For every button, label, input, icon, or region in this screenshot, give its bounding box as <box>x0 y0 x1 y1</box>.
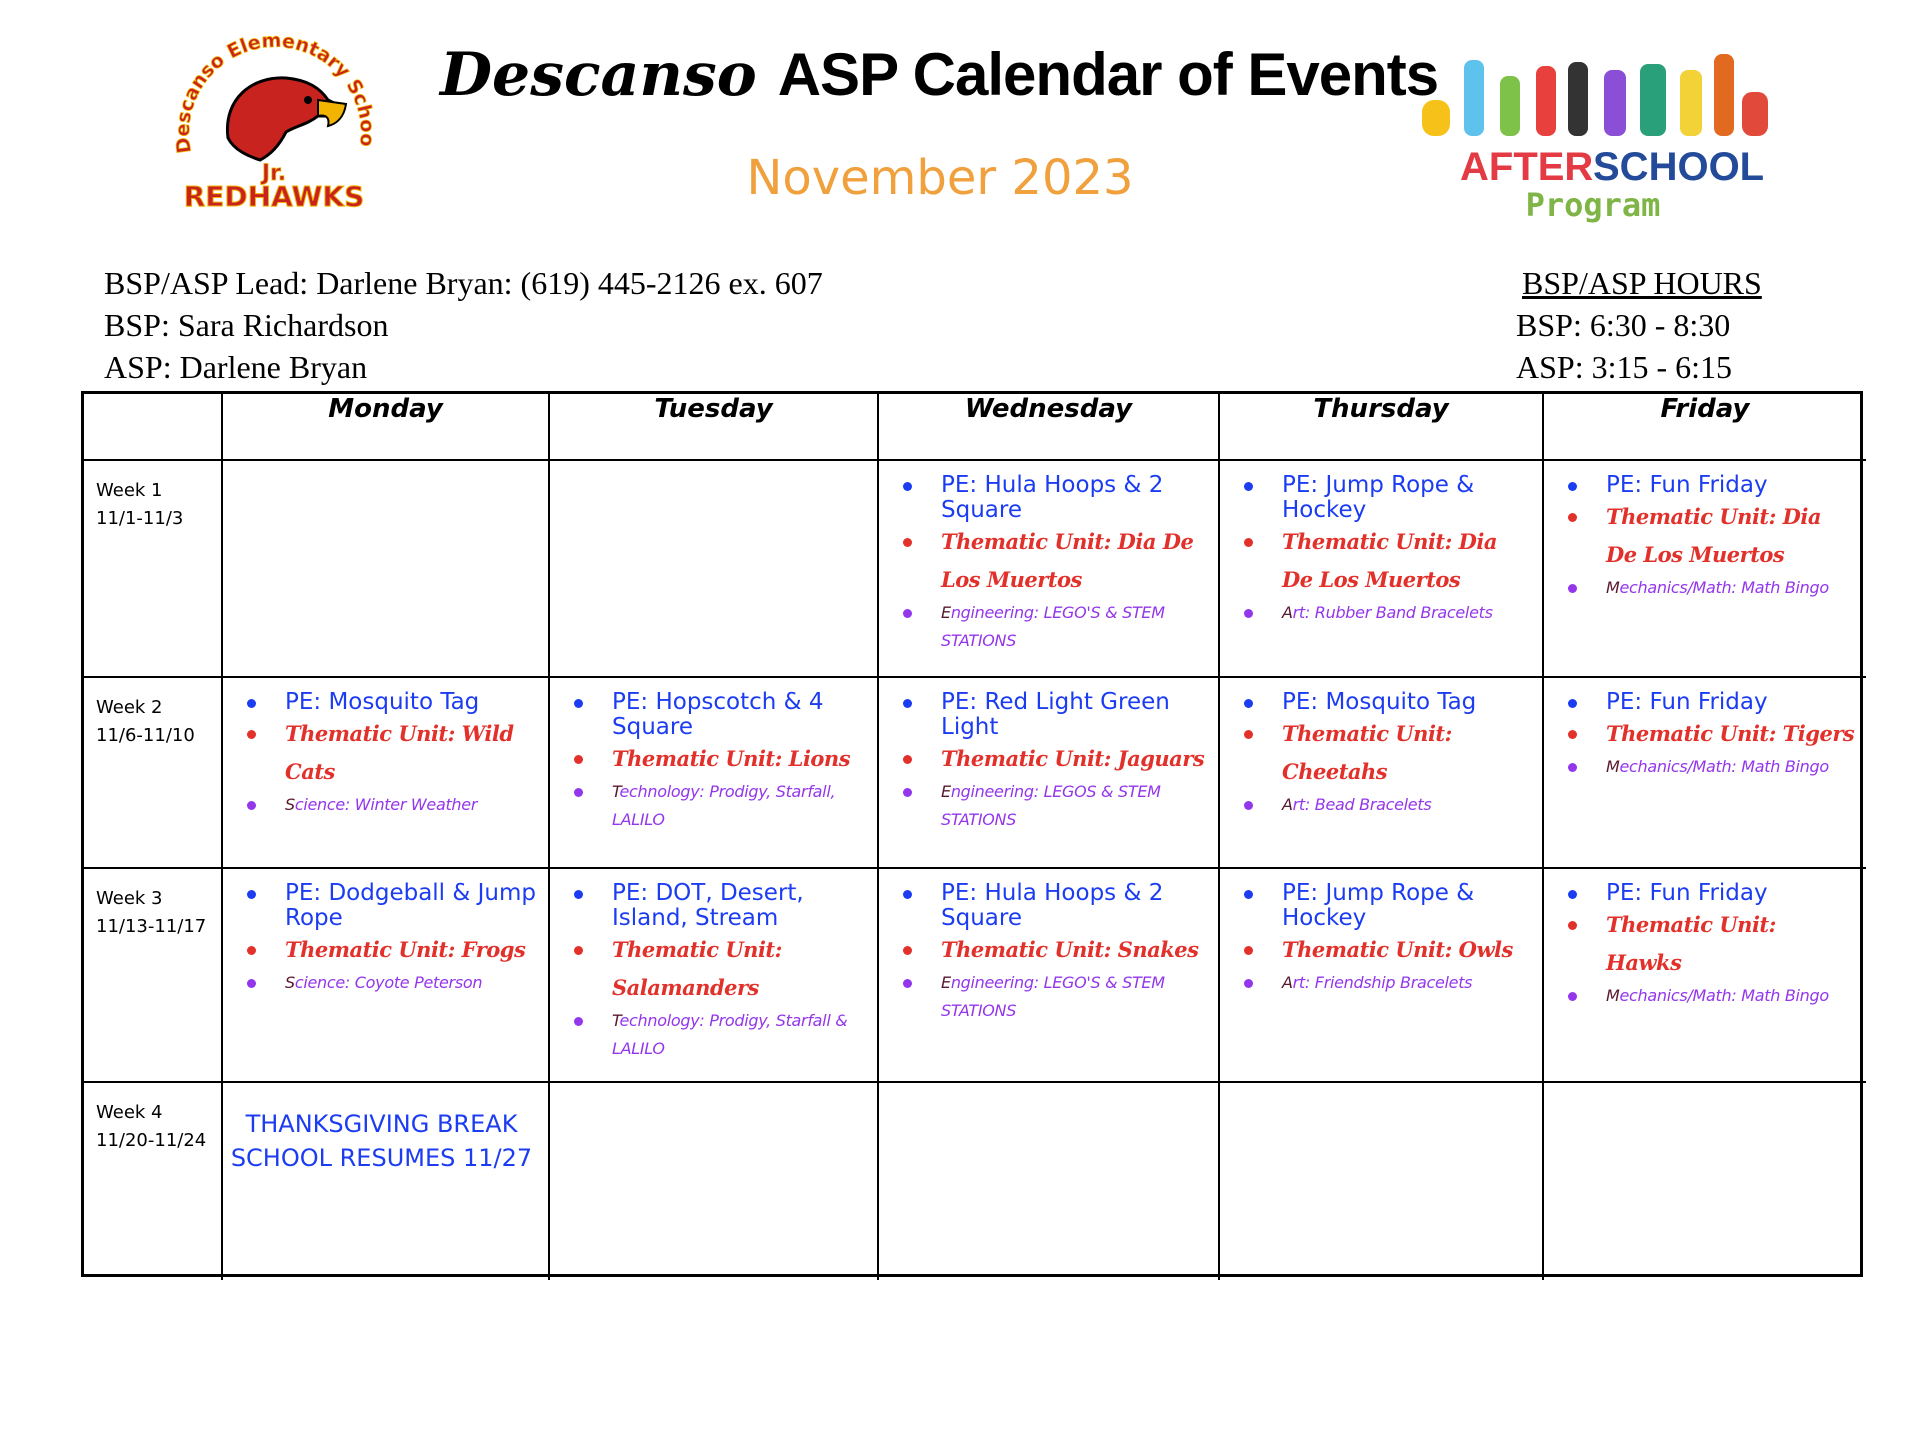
bullet-icon <box>247 699 256 708</box>
pe-activity <box>941 690 1210 740</box>
enrichment-first-letter: A <box>1282 973 1293 992</box>
day-cell-tuesday <box>549 1082 878 1280</box>
logo-team-text: REDHAWKS <box>183 180 365 213</box>
thematic-unit-text: Thematic Unit: Wild Cats <box>285 721 514 784</box>
bsp-hours: BSP: 6:30 - 8:30 <box>1516 307 1731 343</box>
thematic-unit-text: Thematic Unit: Snakes <box>941 937 1199 962</box>
pe-activity <box>1606 473 1858 498</box>
week-date-range: 11/13-11/17 <box>96 916 207 937</box>
bullet-icon <box>1244 699 1253 708</box>
day-cell-friday <box>1543 1082 1866 1280</box>
enrichment-first-letter: E <box>941 603 951 622</box>
pe-activity-text: PE: Hula Hoops & 2 Square <box>941 880 1164 931</box>
thematic-unit <box>941 931 1210 969</box>
pe-activity-text: PE: Fun Friday <box>1606 880 1768 906</box>
bullet-icon <box>1568 890 1577 899</box>
title-rest: ASP Calendar of Events <box>777 41 1439 108</box>
event-list <box>1220 690 1534 819</box>
enrichment-text: cience: Coyote Peterson <box>294 973 483 992</box>
day-cell-wednesday <box>878 1082 1219 1280</box>
enrichment-text: rt: Rubber Band Bracelets <box>1292 603 1493 622</box>
thematic-unit <box>612 740 869 778</box>
thematic-unit-text: Thematic Unit: Jaguars <box>941 746 1205 771</box>
bullet-icon <box>574 755 583 764</box>
thematic-unit-text: Thematic Unit: Lions <box>612 746 851 771</box>
asp-contact: ASP: Darlene Bryan <box>104 349 368 385</box>
bullet-icon <box>1244 482 1253 491</box>
week-date-range: 11/6-11/10 <box>96 725 195 746</box>
thematic-unit-text: Thematic Unit: Cheetahs <box>1282 721 1452 784</box>
thematic-unit <box>1606 498 1858 574</box>
enrichment-activity <box>1606 574 1858 602</box>
event-list <box>1544 690 1858 781</box>
event-list <box>879 881 1210 1025</box>
pe-activity <box>1282 881 1534 931</box>
bullet-icon <box>1568 513 1577 522</box>
enrichment-text: ngineering: LEGOS & STEM STATIONS <box>941 782 1161 829</box>
asp-hours: ASP: 3:15 - 6:15 <box>1516 349 1733 385</box>
event-list <box>1220 881 1534 997</box>
week-date-range: 11/20-11/24 <box>96 1130 207 1151</box>
enrichment-activity <box>285 969 540 997</box>
bullet-icon <box>574 1017 583 1026</box>
bullet-icon <box>1568 730 1577 739</box>
after-school-program-logo <box>1408 40 1778 225</box>
thematic-unit <box>612 931 869 1007</box>
day-cell-tuesday <box>549 868 878 1082</box>
week-label-cell <box>84 677 222 868</box>
day-cell-wednesday <box>878 460 1219 677</box>
lead-contact: BSP/ASP Lead: Darlene Bryan: (619) 445-2126 ex. 607 <box>104 265 823 301</box>
week-row <box>84 868 1866 1082</box>
pe-activity-text: PE: Hula Hoops & 2 Square <box>941 472 1164 523</box>
day-cell-monday <box>222 868 549 1082</box>
logo-program-text: Program <box>1525 186 1661 224</box>
week-date-range: 11/1-11/3 <box>96 508 184 529</box>
bullet-icon <box>574 946 583 955</box>
pe-activity <box>612 690 869 740</box>
hours-heading: BSP/ASP HOURS <box>1522 265 1762 301</box>
day-cell-wednesday <box>878 677 1219 868</box>
enrichment-first-letter: T <box>612 782 620 801</box>
pe-activity-text: PE: Red Light Green Light <box>941 689 1170 740</box>
enrichment-activity <box>1282 791 1534 819</box>
pe-activity-text: PE: Mosquito Tag <box>285 689 480 715</box>
week-row <box>84 460 1866 677</box>
corner-cell <box>84 394 222 460</box>
month-heading: November 2023 <box>746 150 1134 206</box>
pe-activity <box>1282 690 1534 715</box>
bullet-icon <box>903 946 912 955</box>
day-cell-tuesday <box>549 460 878 677</box>
pe-activity-text: PE: Fun Friday <box>1606 472 1768 498</box>
bullet-icon <box>247 946 256 955</box>
header-row <box>84 394 1866 460</box>
enrichment-first-letter: M <box>1606 757 1620 776</box>
bullet-icon <box>903 979 912 988</box>
enrichment-text: echanics/Math: Math Bingo <box>1619 986 1829 1005</box>
bullet-icon <box>247 801 256 810</box>
bullet-icon <box>903 699 912 708</box>
bullet-icon <box>1568 921 1577 930</box>
week-label-cell <box>84 1082 222 1280</box>
pe-activity <box>941 881 1210 931</box>
bullet-icon <box>1244 538 1253 547</box>
event-list <box>1544 881 1858 1010</box>
thematic-unit <box>285 931 540 969</box>
enrichment-activity <box>941 969 1210 1025</box>
event-list <box>223 690 540 819</box>
event-list <box>550 881 869 1063</box>
day-cell-friday <box>1543 460 1866 677</box>
enrichment-first-letter: M <box>1606 986 1620 1005</box>
logo-school-text: SCHOOL <box>1593 145 1765 189</box>
pe-activity <box>285 881 540 931</box>
day-header-tuesday: Tuesday <box>549 394 878 460</box>
bullet-icon <box>1244 979 1253 988</box>
bullet-icon <box>1568 763 1577 772</box>
thematic-unit <box>941 523 1210 599</box>
thematic-unit-text: Thematic Unit: Tigers <box>1606 721 1855 746</box>
day-cell-monday <box>222 460 549 677</box>
pe-activity-text: PE: Dodgeball & Jump Rope <box>285 880 536 931</box>
pe-activity-text: PE: DOT, Desert, Island, Stream <box>612 880 804 931</box>
thematic-unit-text: Thematic Unit: Frogs <box>285 937 526 962</box>
enrichment-first-letter: A <box>1282 603 1293 622</box>
day-header-monday: Monday <box>222 394 549 460</box>
day-cell-thursday <box>1219 1082 1543 1280</box>
thematic-unit <box>1282 931 1534 969</box>
bullet-icon <box>247 890 256 899</box>
week-row <box>84 1082 1866 1280</box>
bullet-icon <box>574 788 583 797</box>
enrichment-text: ngineering: LEGO'S & STEM STATIONS <box>941 973 1165 1020</box>
hours <box>1516 262 1762 388</box>
enrichment-activity <box>1606 982 1858 1010</box>
enrichment-first-letter: E <box>941 973 951 992</box>
contacts <box>104 262 823 388</box>
day-cell-friday <box>1543 868 1866 1082</box>
event-list <box>1220 473 1534 627</box>
pe-activity-text: PE: Jump Rope & Hockey <box>1282 880 1475 931</box>
day-cell-monday <box>222 1082 549 1280</box>
enrichment-text: ngineering: LEGO'S & STEM STATIONS <box>941 603 1165 650</box>
pe-activity-text: PE: Jump Rope & Hockey <box>1282 472 1475 523</box>
pe-activity <box>1606 690 1858 715</box>
bullet-icon <box>1568 482 1577 491</box>
event-list <box>550 690 869 834</box>
bullet-icon <box>1568 699 1577 708</box>
enrichment-first-letter: T <box>612 1011 620 1030</box>
day-header-friday: Friday <box>1543 394 1866 460</box>
thematic-unit <box>1606 715 1858 753</box>
day-cell-monday <box>222 677 549 868</box>
logo-after-text: AFTER <box>1460 145 1594 189</box>
break-notice-line1: THANKSGIVING BREAK <box>245 1110 518 1138</box>
pe-activity <box>612 881 869 931</box>
bullet-icon <box>903 538 912 547</box>
bullet-icon <box>1244 730 1253 739</box>
thematic-unit-text: Thematic Unit: Salamanders <box>612 937 782 1000</box>
day-cell-thursday <box>1219 868 1543 1082</box>
thematic-unit <box>1282 715 1534 791</box>
event-list <box>223 881 540 997</box>
bullet-icon <box>903 788 912 797</box>
bullet-icon <box>903 755 912 764</box>
day-cell-thursday <box>1219 677 1543 868</box>
thematic-unit-text: Thematic Unit: Dia De Los Muertos <box>1282 529 1497 592</box>
pe-activity <box>1282 473 1534 523</box>
enrichment-activity <box>941 599 1210 655</box>
week-label: Week 1 <box>96 480 163 501</box>
week-label: Week 4 <box>96 1102 163 1123</box>
title-script: Descanso <box>440 40 757 110</box>
thematic-unit-text: Thematic Unit: Owls <box>1282 937 1513 962</box>
pe-activity-text: PE: Fun Friday <box>1606 689 1768 715</box>
pe-activity <box>1606 881 1858 906</box>
bullet-icon <box>903 609 912 618</box>
enrichment-activity <box>285 791 540 819</box>
pe-activity-text: PE: Hopscotch & 4 Square <box>612 689 824 740</box>
thematic-unit <box>941 740 1210 778</box>
page-title <box>440 40 1439 110</box>
bullet-icon <box>903 482 912 491</box>
bullet-icon <box>903 890 912 899</box>
logo-arc-text: Descanso Elementary Schoo <box>171 29 379 155</box>
break-notice <box>223 1093 540 1175</box>
week-label-cell <box>84 868 222 1082</box>
bullet-icon <box>1244 890 1253 899</box>
pe-activity-text: PE: Mosquito Tag <box>1282 689 1477 715</box>
day-cell-friday <box>1543 677 1866 868</box>
thematic-unit-text: Thematic Unit: Dia De Los Muertos <box>1606 504 1821 567</box>
logo-jr-text: Jr. <box>261 161 287 186</box>
bullet-icon <box>247 979 256 988</box>
enrichment-activity <box>612 778 869 834</box>
event-list <box>879 690 1210 834</box>
event-list <box>1544 473 1858 602</box>
enrichment-text: echanics/Math: Math Bingo <box>1619 757 1829 776</box>
bsp-contact: BSP: Sara Richardson <box>104 307 389 343</box>
day-cell-tuesday <box>549 677 878 868</box>
week-row <box>84 677 1866 868</box>
enrichment-first-letter: S <box>285 973 295 992</box>
day-header-wednesday: Wednesday <box>878 394 1219 460</box>
thematic-unit <box>285 715 540 791</box>
thematic-unit <box>1606 906 1858 982</box>
bullet-icon <box>574 699 583 708</box>
enrichment-text: rt: Friendship Bracelets <box>1292 973 1473 992</box>
enrichment-first-letter: S <box>285 795 295 814</box>
day-cell-wednesday <box>878 868 1219 1082</box>
bullet-icon <box>247 730 256 739</box>
week-label-cell <box>84 460 222 677</box>
enrichment-text: echanics/Math: Math Bingo <box>1619 578 1829 597</box>
enrichment-first-letter: E <box>941 782 951 801</box>
bullet-icon <box>1244 801 1253 810</box>
school-logo <box>168 28 380 216</box>
thematic-unit-text: Thematic Unit: Hawks <box>1606 912 1776 975</box>
event-list <box>879 473 1210 655</box>
calendar-table <box>81 391 1863 1277</box>
bullet-icon <box>1244 609 1253 618</box>
bullet-icon <box>1244 946 1253 955</box>
pe-activity <box>285 690 540 715</box>
enrichment-activity <box>612 1007 869 1063</box>
bullet-icon <box>574 890 583 899</box>
dancing-kids-graphic <box>1422 54 1768 136</box>
enrichment-text: rt: Bead Bracelets <box>1292 795 1432 814</box>
enrichment-first-letter: M <box>1606 578 1620 597</box>
break-notice-line2: SCHOOL RESUMES 11/27 <box>230 1144 533 1172</box>
enrichment-activity <box>1606 753 1858 781</box>
bullet-icon <box>1568 584 1577 593</box>
enrichment-text: cience: Winter Weather <box>294 795 478 814</box>
day-cell-thursday <box>1219 460 1543 677</box>
week-label: Week 2 <box>96 697 163 718</box>
enrichment-activity <box>1282 599 1534 627</box>
day-header-thursday: Thursday <box>1219 394 1543 460</box>
enrichment-text: echnology: Prodigy, Starfall & LALILO <box>612 1011 848 1058</box>
bullet-icon <box>1568 992 1577 1001</box>
thematic-unit-text: Thematic Unit: Dia De Los Muertos <box>941 529 1194 592</box>
enrichment-activity <box>1282 969 1534 997</box>
enrichment-text: echnology: Prodigy, Starfall, LALILO <box>612 782 836 829</box>
pe-activity <box>941 473 1210 523</box>
enrichment-activity <box>941 778 1210 834</box>
thematic-unit <box>1282 523 1534 599</box>
enrichment-first-letter: A <box>1282 795 1293 814</box>
week-label: Week 3 <box>96 888 163 909</box>
